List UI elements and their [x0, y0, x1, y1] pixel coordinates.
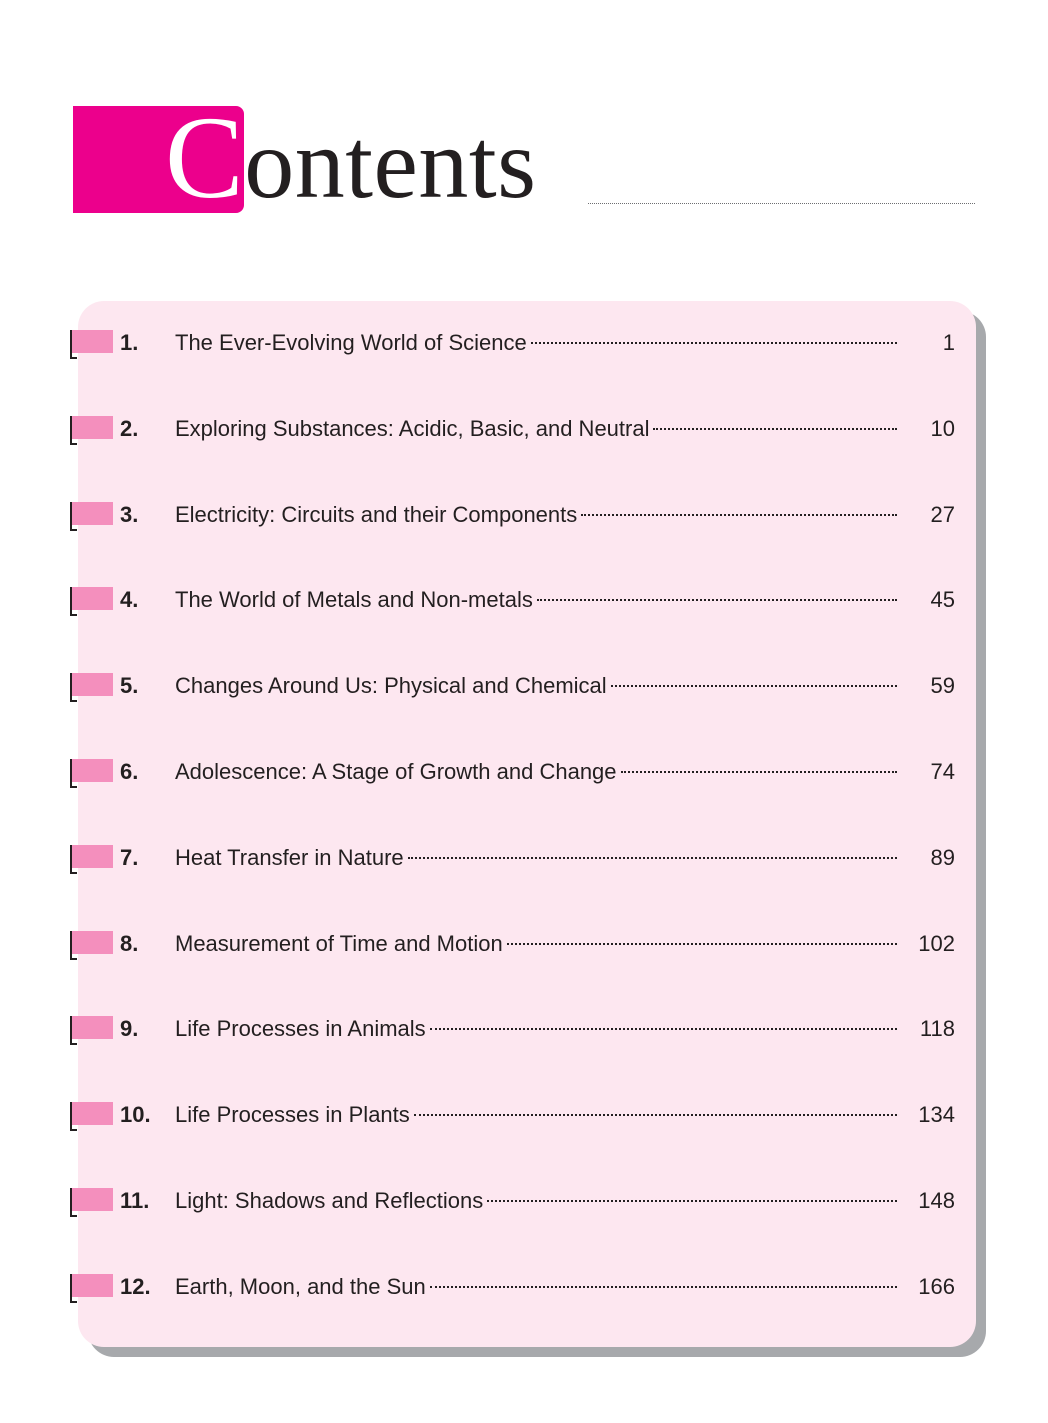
- toc-entry[interactable]: [70, 580, 960, 620]
- chapter-tab-corner: [70, 330, 72, 359]
- chapter-number: 1.: [120, 330, 139, 355]
- chapter-title: Life Processes in Plants: [175, 1102, 410, 1128]
- chapter-page-number: 118: [919, 1016, 955, 1042]
- toc-entry[interactable]: [70, 323, 960, 363]
- chapter-number: 2.: [120, 415, 139, 441]
- toc-entry[interactable]: [70, 409, 960, 449]
- toc-entry[interactable]: [70, 495, 960, 535]
- page-title: [165, 92, 537, 223]
- chapter-title: Electricity: Circuits and their Components: [175, 501, 578, 527]
- title-initial: C: [165, 92, 245, 223]
- dotted-leader: [611, 685, 897, 687]
- dotted-leader: [507, 943, 897, 945]
- chapter-tab-corner: [70, 759, 72, 788]
- chapter-page-number: 89: [930, 844, 955, 870]
- chapter-title-line: [175, 495, 897, 535]
- chapter-tab-marker: [72, 1188, 113, 1211]
- chapter-page-number: 59: [930, 673, 955, 699]
- chapter-title: Changes Around Us: Physical and Chemical: [175, 673, 607, 699]
- chapter-title: Life Processes in Animals: [175, 1016, 426, 1042]
- chapter-tab-marker: [72, 673, 113, 696]
- toc-entry[interactable]: [70, 1009, 960, 1049]
- chapter-tab-marker: [72, 416, 113, 439]
- chapter-tab-corner: [70, 673, 72, 702]
- chapter-title-line: [175, 1181, 897, 1221]
- chapter-number: 12.: [120, 1273, 151, 1299]
- chapter-tab-corner: [70, 845, 72, 874]
- chapter-tab-corner: [70, 1188, 72, 1217]
- dotted-leader: [581, 514, 897, 516]
- chapter-page-number: 10: [930, 415, 955, 441]
- chapter-page-number: 27: [930, 501, 955, 527]
- chapter-page-number: 102: [918, 930, 955, 956]
- chapter-page-number: 148: [918, 1188, 955, 1213]
- chapter-title-line: [175, 1009, 897, 1049]
- toc-entry[interactable]: [70, 924, 960, 964]
- chapter-title-line: [175, 924, 897, 964]
- dotted-leader: [430, 1286, 897, 1288]
- chapter-tab-corner: [70, 416, 72, 445]
- chapter-tab-marker: [72, 931, 113, 954]
- chapter-title-line: [175, 666, 897, 706]
- contents-header: [73, 92, 975, 223]
- toc-entry[interactable]: [70, 1095, 960, 1135]
- toc-entry[interactable]: [70, 752, 960, 792]
- chapter-number: 7.: [120, 844, 139, 870]
- chapter-tab-corner: [70, 502, 72, 531]
- chapter-tab-marker: [72, 845, 113, 868]
- chapter-page-number: 166: [918, 1273, 955, 1299]
- chapter-title: Exploring Substances: Acidic, Basic, and Neutral: [175, 415, 650, 441]
- chapter-title: Earth, Moon, and the Sun: [175, 1273, 426, 1299]
- chapter-title-line: [175, 323, 897, 363]
- chapter-title: Heat Transfer in Nature: [175, 844, 404, 870]
- chapter-page-number: 74: [930, 759, 955, 784]
- chapter-number: 11.: [120, 1188, 150, 1213]
- chapter-title-line: [175, 838, 897, 878]
- chapter-title-line: [175, 752, 897, 792]
- chapter-number: 9.: [120, 1016, 139, 1042]
- chapter-tab-marker: [72, 502, 113, 525]
- title-rest: ontents: [244, 108, 537, 219]
- chapter-tab-marker: [72, 587, 113, 610]
- dotted-leader: [653, 428, 897, 430]
- chapter-page-number: 45: [930, 587, 955, 613]
- chapter-title-line: [175, 1095, 897, 1135]
- chapter-number: 6.: [120, 759, 139, 784]
- dotted-leader: [414, 1114, 897, 1116]
- toc-entry[interactable]: [70, 1181, 960, 1221]
- chapter-page-number: 1: [942, 330, 955, 355]
- chapter-tab-corner: [70, 587, 72, 616]
- toc-entry[interactable]: [70, 1267, 960, 1307]
- chapter-title: Adolescence: A Stage of Growth and Change: [175, 759, 617, 784]
- dotted-leader: [487, 1200, 897, 1202]
- chapter-title: Light: Shadows and Reflections: [175, 1188, 484, 1213]
- dotted-leader: [621, 771, 897, 773]
- chapter-tab-corner: [70, 1102, 72, 1131]
- chapter-tab-corner: [70, 1274, 72, 1303]
- dotted-leader: [408, 857, 897, 859]
- toc-entry[interactable]: [70, 666, 960, 706]
- chapter-tab-marker: [72, 1274, 113, 1297]
- dotted-leader: [531, 342, 897, 344]
- chapter-tab-corner: [70, 931, 72, 960]
- chapter-title: Measurement of Time and Motion: [175, 930, 503, 956]
- chapter-tab-marker: [72, 330, 113, 353]
- chapter-number: 4.: [120, 587, 139, 613]
- chapter-title: The World of Metals and Non-metals: [175, 587, 533, 613]
- chapter-number: 5.: [120, 673, 139, 699]
- dotted-leader: [430, 1028, 897, 1030]
- chapter-title: The Ever-Evolving World of Science: [175, 330, 527, 355]
- toc-entry[interactable]: [70, 838, 960, 878]
- title-dotted-rule: [588, 203, 975, 204]
- chapter-title-line: [175, 580, 897, 620]
- chapter-tab-marker: [72, 759, 113, 782]
- chapter-number: 10.: [120, 1102, 151, 1128]
- chapter-tab-marker: [72, 1102, 113, 1125]
- chapter-number: 3.: [120, 501, 139, 527]
- chapter-number: 8.: [120, 930, 139, 956]
- chapter-tab-corner: [70, 1016, 72, 1045]
- chapter-title-line: [175, 1267, 897, 1307]
- chapter-tab-marker: [72, 1016, 113, 1039]
- chapter-page-number: 134: [918, 1102, 955, 1128]
- chapter-title-line: [175, 409, 897, 449]
- dotted-leader: [537, 599, 897, 601]
